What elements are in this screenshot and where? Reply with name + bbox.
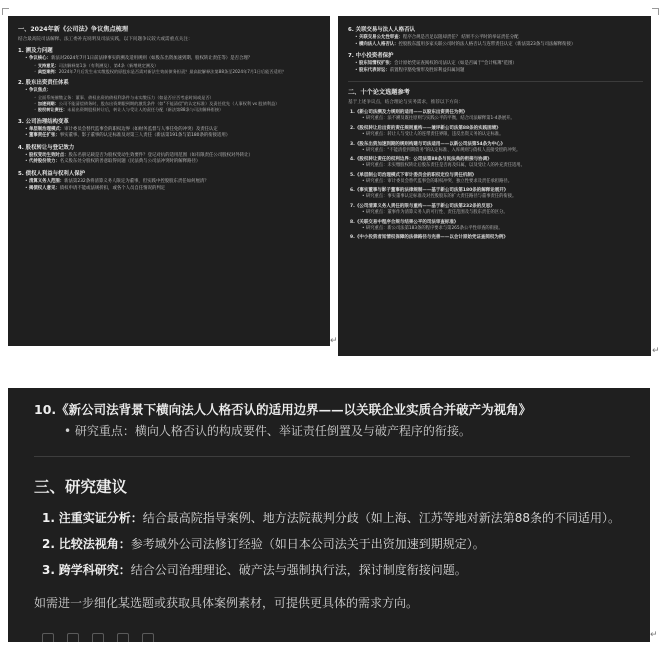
suggestion-number: 2. <box>42 537 55 551</box>
suggestion-label: 注重实证分析： <box>58 511 143 525</box>
topic-focus: • 研究重点："不能清偿到期债务"的认定标准、入库规则与债权人直接受偿的冲突。 <box>362 147 521 153</box>
suggestion-item <box>42 533 630 555</box>
topic-focus-label: 研究重点： <box>365 131 388 137</box>
bullet-text: 债权申请不能或法规折扣，或各个人员自任情况的判定 <box>59 185 166 191</box>
topic-title: 1.《新公司法溯及力规则的适用——以股东出资责任为例》 <box>350 110 468 116</box>
bullet-text: 2024年7月后发生未实缴股权的原股东是否需对新法生效前债务担责？最高院解释法第88条至2024年7月1日后能否适用？ <box>58 68 287 74</box>
bullet-item: ◦ 加速到期：公司不能清偿债务时，股东出资期限到期的激发条件（如"不能清偿"的认定标准）及责任优先（人事权利 vs 股债利益） <box>34 101 280 107</box>
bullet-item: • 单层制治理模式：审计委员会替代监事会的职权边界（如财务监督与人事任免的冲突）及责任认定 <box>25 126 218 132</box>
paragraph-mark: ↵ <box>650 630 658 640</box>
topic-focus-text: 新公司法第183条的程序要求与第265条公平性审查的衔接。 <box>387 225 503 231</box>
bullet-label: 董事责任扩张： <box>29 133 60 139</box>
bullet-item: • 争议焦点： <box>25 88 51 94</box>
suggestion-item <box>42 507 630 529</box>
suggestion-label: 比较法视角： <box>58 537 131 551</box>
suggestions-heading: 三、研究建议 <box>34 478 128 496</box>
topic-title: 7.《公司清算义务人责任的限与重构——基于新公司法第232条的反思》 <box>350 203 495 209</box>
bullet-text: 审计委员会替代监事会的职权边界（如财务监督与人事任免的冲突）及责任认定 <box>64 126 218 132</box>
suggestion-item <box>42 559 630 581</box>
topic-focus-text: 董事作为清算义务人的可行性、责任范围及与股东责任的区分。 <box>387 209 508 215</box>
left-intro: 结合最高院司法解释、法工委补充说明及司法实践，以下问题争议较大或需重点关注： <box>18 37 193 42</box>
thumbs-up-icon[interactable] <box>92 633 104 642</box>
bullet-label: 支持意见： <box>37 62 59 68</box>
bullet-text: 全面系统催缴义务：董事、债权出资的债权利条件与未实缴压力（如是否应否考虑时间或是否） <box>37 94 214 100</box>
bullet-item: • 横向法人人格否认：控股股东滥用多家关联公司时的法人格否认与连带责任认定（新法第23条与司法解释衔接） <box>355 41 576 47</box>
regenerate-icon[interactable] <box>67 633 79 642</box>
bullet-label: 股权转让责任： <box>37 107 68 113</box>
bullet-item: ◦ 支持意见：司法解释第1条（有利溯及）、第4条（新增规定溯及） <box>34 62 159 68</box>
bullet-text: 股东名册记载是否为股权变动生效要件？登记对抗的适用范围（如有限责任公司股权对外转让） <box>68 152 253 158</box>
bullet-item: • 董事责任扩张：事实董事、影子董事的认定标准及对第三人责任（新法第191条与第180条的衔接适用） <box>25 133 231 139</box>
bullet-label: 股权变动生效时点： <box>29 152 69 158</box>
bullet-label: 股东知情权扩张： <box>359 61 395 67</box>
topic-10-focus: • 研究重点：横向人格否认的构成要件、举证责任倒置及与破产程序的衔接。 <box>64 424 471 438</box>
bullet-label: 股东代表诉讼： <box>359 67 390 73</box>
suggestion-label: 跨学科研究： <box>58 563 131 577</box>
left-section-title: 5. 债权人利益与权利人保护 <box>18 171 85 178</box>
bottom-screenshot-panel <box>8 388 650 642</box>
bullet-text: 新法第232条将清算义务人限定为董事，但实践中控股股东责任如何厘清？ <box>64 179 209 185</box>
suggestion-text: 参考域外公司法修订经验（如日本公司法关于出资加速到期规定）。 <box>130 537 485 551</box>
suggestion-number: 1. <box>42 511 55 525</box>
topic-focus-text: 法不溯及既往原则与实践公平的平衡，结合司法解释第1-4条展开。 <box>387 116 515 122</box>
topic-10-focus-text: 横向人格否认的构成要件、举证责任倒置及与破产程序的衔接。 <box>134 424 471 438</box>
response-toolbar <box>42 633 154 642</box>
topics-heading: 二、十个论文选题参考 <box>348 89 410 97</box>
bullet-item: • 股东知情权扩张：会计原始凭证查阅权的司法认定（如是否属于"会计账簿"范围） <box>355 61 517 67</box>
topic-focus: • 研究重点：事实董事认定标准及对控股股东的扩大责任路径与董事责任的衔接。 <box>362 194 517 200</box>
suggestion-text: 结合最高院指导案例、地方法院裁判分歧（如上海、江苏等地对新法第88条的不同适用）。 <box>142 511 621 525</box>
paragraph-mark: ↵ <box>330 336 338 346</box>
crop-mark <box>2 8 9 15</box>
bullet-text: 公司不能清偿债务时，股东出资期限到期的激发条件（如"不能清偿"的认定标准）及责任优先（人事权利 vs 股债利益） <box>58 101 280 107</box>
topics-intro: 基于上述争议点，结合理论与实务需求，推荐以下方向： <box>348 100 463 106</box>
bullet-text: 程序合规是否足以阻却责任？ 结果不公平时的举证责任分配 <box>402 35 519 40</box>
bullet-item: ◦ 典型案例：2024年7月后发生未实缴股权的原股东是否需对新法生效前债务担责？最高院解释法第88条至2024年7月1日后能否适用？ <box>34 68 287 74</box>
bullet-item: ◦ 股权转让责任：未届出资期股权转让后，转让人与受让人的责任分配（新法第88条与司法解释衔接） <box>34 107 224 113</box>
topic-focus: • 研究重点：法不溯及既往原则与实践公平的平衡，结合司法解释第1-4条展开。 <box>362 116 515 122</box>
bullet-text: 新法对2024年7月1日前法律事实的溯及适用规则（如股东出资加速到期、股权转让责任等）是否合理？ <box>50 56 253 61</box>
bullet-text: 事实董事、影子董事的认定标准及对第三人责任（新法第191条与第180条的衔接适用） <box>59 133 231 139</box>
share-icon[interactable] <box>142 633 154 642</box>
bullet-item: • 股东代表诉讼：前置程序豁免情形及胜诉利益归属问题 <box>355 67 465 73</box>
topic-title: 4.《股权转让责任的权利边界：公司法第88条与民法典的衔接与协调》 <box>350 157 492 163</box>
bullet-text: 司法解释第1条（有利溯及）、第4条（新增规定溯及） <box>58 62 159 68</box>
bullet-item: • 揭债权人意见：债权申请不能或法规折扣，或各个人员自任情况的判定 <box>25 185 166 191</box>
topic-focus-text: "不能清偿到期债务"的认定标准、入库规则与债权人直接受偿的冲突。 <box>387 147 521 153</box>
bullet-label: 关联交易公允性审查： <box>359 35 403 40</box>
topic-title: 6.《事实董事与影子董事的法律规制——基于新公司法第180条的解释论展开》 <box>350 188 509 194</box>
copy-icon[interactable] <box>42 633 54 642</box>
left-section-title: 2. 股东出资责任体系 <box>18 80 69 87</box>
bullet-label: 单层制治理模式： <box>29 126 65 132</box>
left-section-title: 4. 股权转让与登记效力 <box>18 144 75 151</box>
left-section-title: 3. 公司治理结构变革 <box>18 118 69 125</box>
topic-focus: • 研究重点：审计委员会替代监事会的职权冲突、独立性要求及责任承担路径。 <box>362 178 512 184</box>
sec7-items <box>348 61 643 74</box>
suggestion-text: 结合公司治理理论、破产法与强制执行法，探讨制度衔接问题。 <box>130 563 467 577</box>
paragraph-mark: ↵ <box>652 346 660 356</box>
topic-focus: • 研究重点：董事作为清算义务人的可行性、责任范围及与股东责任的区分。 <box>362 209 508 215</box>
topic-focus-label: 研究重点： <box>365 225 388 231</box>
topic-title: 3.《股东出资加速到期的规则构建与司法适用——以新公司法第54条为中心》 <box>350 141 506 147</box>
bullet-text: 名义股东处分股权的善意取得问题（民法典与公司法冲突时的解释路径） <box>59 159 201 165</box>
bullet-item: • 代持股份效力：名义股东处分股权的善意取得问题（民法典与公司法冲突时的解释路径） <box>25 159 201 165</box>
divider <box>348 81 643 82</box>
divider <box>34 456 630 457</box>
topic-focus-text: 事实董事认定标准及对控股股东的扩大责任路径与董事责任的衔接。 <box>387 194 517 200</box>
thumbs-down-icon[interactable] <box>117 633 129 642</box>
closing-line: 如需进一步细化某选题或获取具体案例素材，可提供更具体的需求方向。 <box>34 596 419 610</box>
topic-focus-label: 研究重点： <box>365 178 388 184</box>
topic-focus: • 研究重点：新公司法第183条的程序要求与第265条公平性审查的衔接。 <box>362 225 503 231</box>
topic-focus-label: 研究重点： <box>365 194 388 200</box>
bullet-label: 清算义务人范围： <box>29 179 65 185</box>
suggestions-list <box>34 507 630 581</box>
bullet-text: 会计原始凭证查阅权的司法认定（如是否属于"会计账簿"范围） <box>394 61 517 67</box>
topic-10-title: 10.《新公司法背景下横向法人人格否认的适用边界——以关联企业实质合并破产为视角》 <box>34 402 532 417</box>
topic-10-focus-label: 研究重点： <box>74 424 135 438</box>
topic-focus-label: 研究重点： <box>365 163 388 169</box>
crop-mark <box>652 8 659 15</box>
topic-focus-label: 研究重点： <box>365 209 388 215</box>
right-screenshot-panel <box>338 16 651 356</box>
topic-title: 8.《关联交易中程序合规与结果公平的司法审查标准》 <box>350 219 459 225</box>
sec7-title: 7. 中小投资者保护 <box>348 53 394 60</box>
topic-focus-label: 研究重点： <box>365 147 388 153</box>
bullet-label: 争议核心： <box>29 56 51 61</box>
bullet-label: 代持股份效力： <box>29 159 60 165</box>
topic-focus: • 研究重点：转让人与受让人的连带责任界限，违反出资义务的认定标准。 <box>362 131 504 137</box>
bullet-item: • 争议核心：新法对2024年7月1日前法律事实的溯及适用规则（如股东出资加速到期、股权转让责任等）是否合理？ <box>25 56 253 61</box>
topic-focus-text: 未实缴股权转让后股东责任是否再及归属，以及受让人的补充责任适用。 <box>387 163 525 169</box>
topic-title: 2.《股权转让后出资的责任规则重构——兼评新公司法第88条的实践困境》 <box>350 125 501 131</box>
bullet-item: • 清算义务人范围：新法第232条将清算义务人限定为董事，但实践中控股股东责任如何厘清？ <box>25 179 209 185</box>
bullet-item: • 股权变动生效时点：股东名册记载是否为股权变动生效要件？登记对抗的适用范围（如有限责任公司股权对外转让） <box>25 152 253 158</box>
left-screenshot-panel <box>8 16 330 346</box>
bullet-text: 未届出资期股权转让后，转让人与受让人的责任分配（新法第88条与司法解释衔接） <box>67 107 224 113</box>
topic-title: 9.《中小投资者知情权保障的法律路径与完善——以会计原始凭证查阅权为例》 <box>350 235 508 241</box>
bullet-label: 典型案例： <box>37 68 59 74</box>
topic-title: 5.《单层制公司治理模式下审计委员会的职权定位与责任机制》 <box>350 172 477 178</box>
topic-focus-text: 转让人与受让人的连带责任界限，违反出资义务的认定标准。 <box>387 131 504 137</box>
bullet-label: 争议焦点： <box>29 88 51 94</box>
bullet-text: 控股股东滥用多家关联公司时的法人格否认与连带责任认定（新法第23条与司法解释衔接） <box>398 41 576 47</box>
bullet-label: 揭债权人意见： <box>29 185 60 191</box>
bullet-item: • 关联交易公允性审查：程序合规是否足以阻却责任？ 结果不公平时的举证责任分配 <box>355 35 519 40</box>
bullet-label: 加速到期： <box>37 101 59 107</box>
topic-focus-text: 审计委员会替代监事会的职权冲突、独立性要求及责任承担路径。 <box>387 178 512 184</box>
topics-list <box>348 109 643 241</box>
left-heading: 一、2024年新《公司法》争议焦点梳理 <box>18 26 129 33</box>
sec6-title: 6. 关联交易与法人人格否认 <box>348 27 415 33</box>
topic-focus-label: 研究重点： <box>365 116 388 122</box>
bullet-label: 横向法人人格否认： <box>359 41 399 47</box>
left-section-title: 1. 溯及力问题 <box>18 48 53 54</box>
left-sections <box>18 47 322 192</box>
bullet-text: 前置程序豁免情形及胜诉利益归属问题 <box>389 67 465 73</box>
bullet-item: ◦ 全面系统催缴义务：董事、债权出资的债权利条件与未实缴压力（如是否应否考虑时间或是否） <box>34 94 214 100</box>
sec6-items <box>348 35 643 48</box>
suggestion-number: 3. <box>42 563 55 577</box>
topic-focus: • 研究重点：未实缴股权转让后股东责任是否再及归属，以及受让人的补充责任适用。 <box>362 163 525 169</box>
